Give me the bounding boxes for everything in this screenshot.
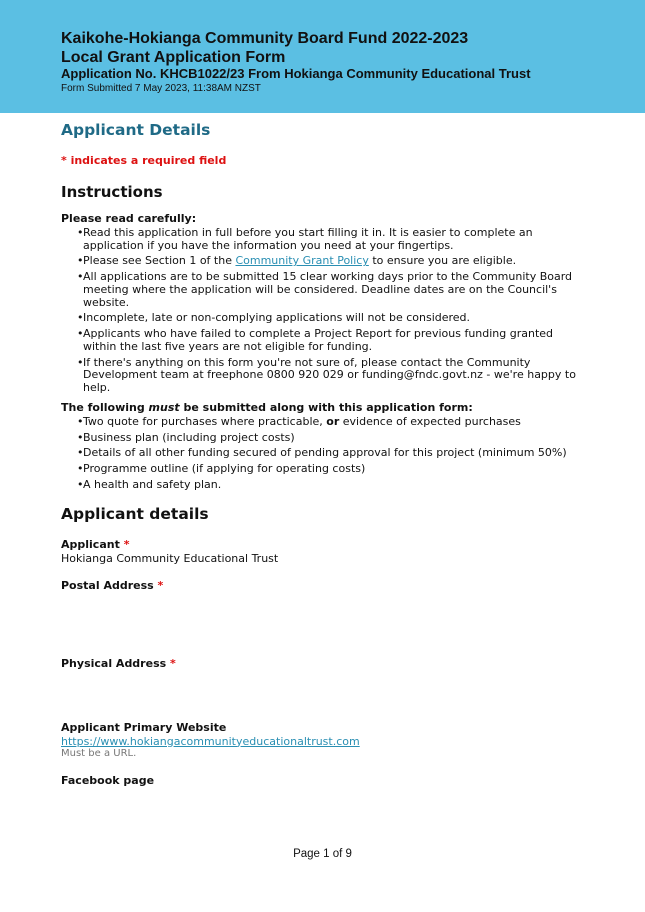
- list-item: • Business plan (including project costs): [61, 432, 581, 445]
- postal-address-field: [61, 579, 581, 643]
- submitted-date: Form Submitted 7 May 2023, 11:38AM NZST: [61, 83, 261, 94]
- fund-title: Kaikohe-Hokianga Community Board Fund 2022-2023: [61, 30, 469, 47]
- form-content: [61, 120, 581, 788]
- applicant-value: Hokianga Community Educational Trust: [61, 551, 279, 565]
- read-carefully-label: Please read carefully:: [61, 212, 197, 225]
- form-subtitle: Local Grant Application Form: [61, 49, 286, 66]
- website-hint: Must be a URL.: [61, 747, 137, 759]
- list-item: • Details of all other funding secured of pending approval for this project (minimum 50%): [61, 447, 581, 460]
- required-field-note: * indicates a required field: [61, 154, 227, 167]
- physical-address-field: [61, 657, 581, 721]
- list-item: • Applicants who have failed to complete a Project Report for previous funding granted within the last five years are not eligible for funding.: [61, 328, 581, 353]
- postal-address-label: Postal Address *: [61, 578, 164, 592]
- list-item: • Read this application in full before you start filling it in. It is easier to complete an application if you have the information you need at your fingertips.: [61, 227, 581, 252]
- applicant-label: Applicant *: [61, 537, 130, 551]
- instructions-list: [61, 227, 581, 395]
- facebook-field: [61, 774, 581, 788]
- applicant-field: [61, 538, 581, 565]
- page-number: Page 1 of 9: [293, 848, 352, 860]
- instructions-heading: Instructions: [61, 183, 163, 201]
- application-number: Application No. KHCB1022/23 From Hokianga Community Educational Trust: [61, 66, 531, 81]
- form-header: [0, 0, 645, 113]
- website-label: Applicant Primary Website: [61, 720, 227, 734]
- list-item: • Please see Section 1 of the Community Grant Policy to ensure you are eligible.: [61, 255, 581, 268]
- facebook-label: Facebook page: [61, 773, 155, 787]
- must-submit-label: The following must be submitted along with this application form:: [61, 400, 473, 414]
- physical-address-label: Physical Address *: [61, 656, 176, 670]
- community-grant-policy-link[interactable]: Community Grant Policy: [235, 254, 369, 268]
- must-submit-list: [61, 416, 581, 492]
- website-field: [61, 721, 581, 760]
- list-item: • A health and safety plan.: [61, 479, 581, 492]
- list-item: • Incomplete, late or non-complying applications will not be considered.: [61, 312, 581, 325]
- list-item: • Programme outline (if applying for operating costs): [61, 463, 581, 476]
- list-item: • Two quote for purchases where practicable, or evidence of expected purchases: [61, 416, 581, 429]
- applicant-details-heading: Applicant details: [61, 504, 209, 523]
- list-item: • All applications are to be submitted 15 clear working days prior to the Community Board meeting where the application will be considered. Deadline dates are on the Council's website.: [61, 271, 581, 309]
- list-item: • If there's anything on this form you're not sure of, please contact the Community Development team at freephone 0800 920 029 or funding@fndc.govt.nz - we're happy to help.: [61, 357, 581, 395]
- section-title: Applicant Details: [61, 121, 211, 139]
- website-link[interactable]: https://www.hokiangacommunityeducationaltrust.com: [61, 734, 360, 748]
